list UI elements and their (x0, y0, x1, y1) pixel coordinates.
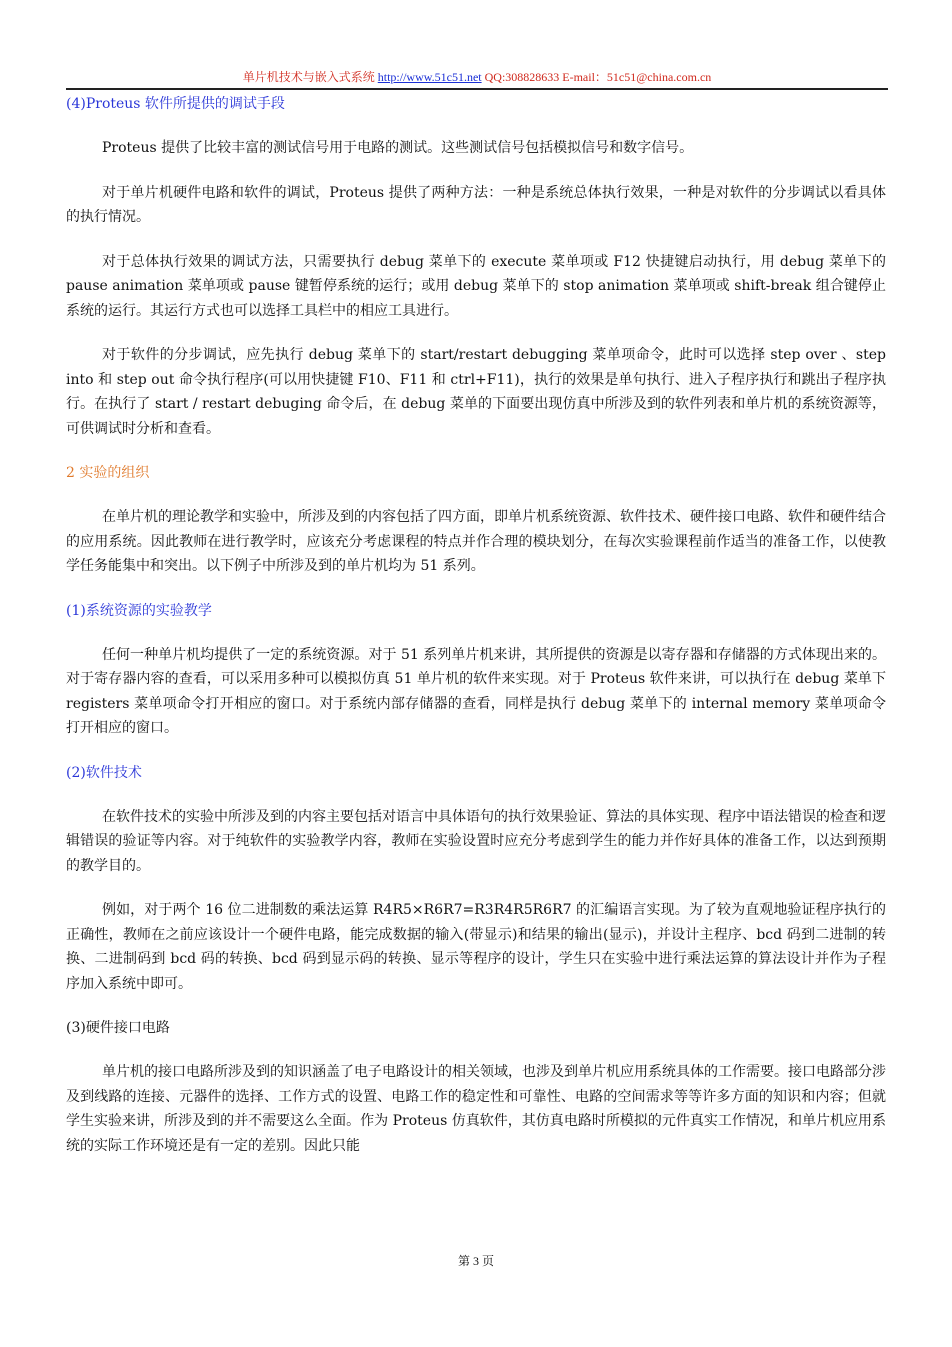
paragraph: 任何一种单片机均提供了一定的系统资源。对于 51 系列单片机来讲，其所提供的资源是以寄存器和存储器的方式体现出来的。对于寄存器内容的查看，可以采用多种可以模拟仿真 51 单片机的软件来实现。对于 Proteus 软件来讲，可以执行在 debug 菜单下 registers 菜单项命令打开相应的窗口。对于系统内部存储器的查看，同样是执行 debug 菜单下的 internal memory 菜单项命令打开相应的窗口。 (66, 646, 886, 736)
header-url-link[interactable]: http://www.51c51.net (377, 70, 482, 84)
header-site-name: 单片机技术与嵌入式系统 (242, 70, 375, 84)
page-number: 第 3 页 (457, 1254, 494, 1268)
document-body (66, 90, 886, 1158)
section-heading-experiment-organization: 2 实验的组织 (66, 465, 150, 481)
section-heading-hardware-interface: (3)硬件接口电路 (66, 1020, 170, 1036)
section-heading-system-resources: (1)系统资源的实验教学 (66, 602, 212, 619)
paragraph: Proteus 提供了比较丰富的测试信号用于电路的测试。这些测试信号包括模拟信号和数字信号。 (102, 140, 694, 156)
paragraph: 在单片机的理论教学和实验中，所涉及到的内容包括了四方面，即单片机系统资源、软件技术、硬件接口电路、软件和硬件结合的应用系统。因此教师在进行教学时，应该充分考虑课程的特点并作合理的模块划分，在每次实验课程前作适当的准备工作，以使教学任务能集中和突出。以下例子中所涉及到的单片机均为 51 系列。 (66, 509, 886, 574)
page-header (66, 68, 888, 86)
header-contact: QQ:308828633 E-mail：51c51@china.com.cn (484, 70, 712, 84)
section-heading-software-technology: (2)软件技术 (66, 764, 142, 781)
paragraph: 对于软件的分步调试，应先执行 debug 菜单下的 start/restart debugging 菜单项命令，此时可以选择 step over 、step into 和 step out 命令执行程序(可以用快捷键 F10、F11 和 ctrl+F11)，执行的效果是单句执行、进入子程序执行和跳出子程序执行。在执行了 start / restart debuging 命令后，在 debug 菜单的下面要出现仿真中所涉及到的软件列表和单片机的系统资源等，可供调试时分析和查看。 (66, 347, 886, 437)
section-heading-proteus-debug: (4)Proteus 软件所提供的调试手段 (66, 96, 285, 112)
paragraph: 对于总体执行效果的调试方法，只需要执行 debug 菜单下的 execute 菜单项或 F12 快捷键启动执行，用 debug 菜单下的 pause animation 菜单项或 pause 键暂停系统的运行；或用 debug 菜单下的 stop animation 菜单项或 shift-break 组合键停止系统的运行。其运行方式也可以选择工具栏中的相应工具进行。 (66, 253, 886, 319)
paragraph: 单片机的接口电路所涉及到的知识涵盖了电子电路设计的相关领域，也涉及到单片机应用系统具体的工作需要。接口电路部分涉及到线路的连接、元器件的选择、工作方式的设置、电路工作的稳定性和可靠性、电路的空间需求等等许多方面的知识和内容；但就学生实验来讲，所涉及到的并不需要这么全面。作为 Proteus 仿真软件，其仿真电路时所模拟的元件真实工作情况，和单片机应用系统的实际工作环境还是有一定的差别。因此只能 (66, 1064, 886, 1154)
paragraph: 例如，对于两个 16 位二进制数的乘法运算 R4R5×R6R7=R3R4R5R6R7 的汇编语言实现。为了较为直观地验证程序执行的正确性，教师在之前应该设计一个硬件电路，能完成数据的输入(带显示)和结果的输出(显示)，并设计主程序、bcd 码到二进制的转换、二进制码到 bcd 码的转换、bcd 码到显示码的转换、显示等程序的设计，学生只在实验中进行乘法运算的算法设计并作为子程序加入系统中即可。 (66, 902, 886, 992)
paragraph: 在软件技术的实验中所涉及到的内容主要包括对语言中具体语句的执行效果验证、算法的具体实现、程序中语法错误的检查和逻辑错误的验证等内容。对于纯软件的实验教学内容，教师在实验设置时应充分考虑到学生的能力并作好具体的准备工作，以达到预期的教学目的。 (66, 808, 886, 874)
paragraph: 对于单片机硬件电路和软件的调试，Proteus 提供了两种方法：一种是系统总体执行效果，一种是对软件的分步调试以看具体的执行情况。 (66, 184, 886, 225)
